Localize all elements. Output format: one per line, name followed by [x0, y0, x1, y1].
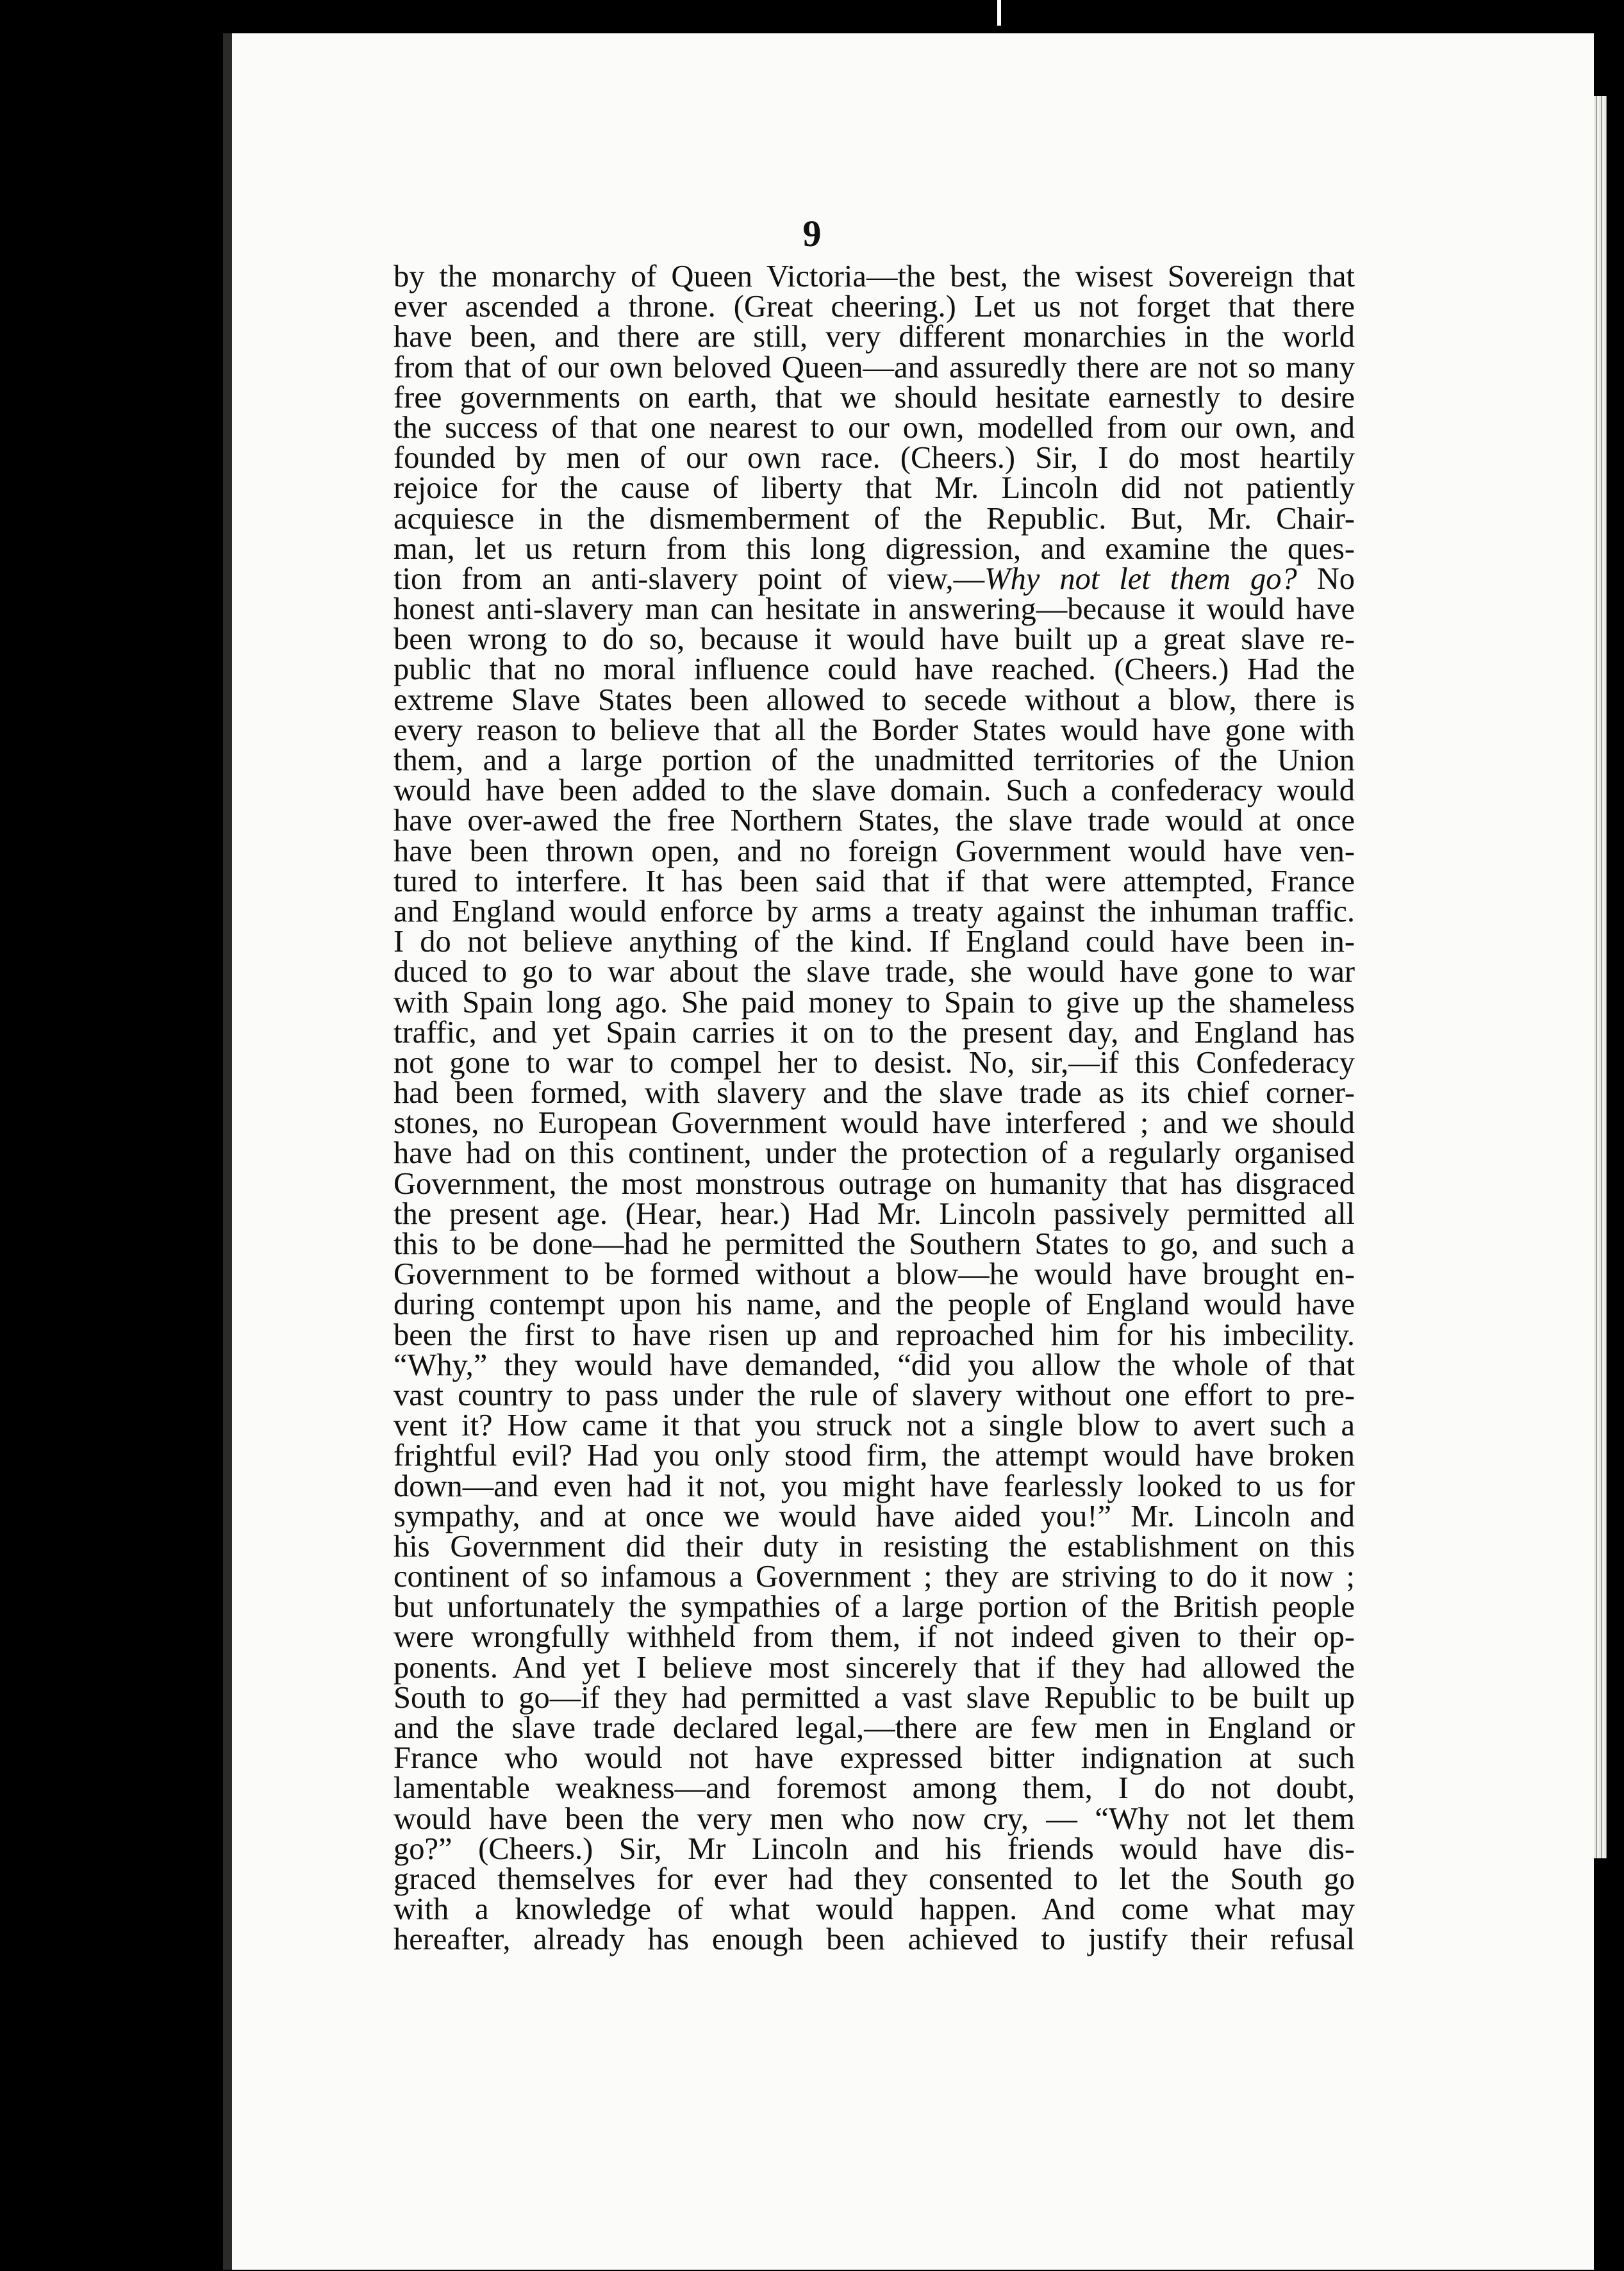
text-line: but unfortunately the sympathies of a large portion of the British people — [394, 1590, 1355, 1624]
body-text — [394, 261, 1355, 1955]
scan-mark — [997, 0, 1001, 26]
text-line: not gone to war to compel her to desist. No, sir,—if this Confederacy — [394, 1045, 1355, 1080]
text-line: with a knowledge of what would happen. And come what may — [394, 1892, 1355, 1927]
page-stack-edge — [1594, 96, 1607, 1858]
text-line: “Why,” they would have demanded, “did you allow the whole of that — [394, 1348, 1355, 1382]
text-line: have been thrown open, and no foreign Government would have ven- — [394, 834, 1355, 868]
text-line: have been, and there are still, very different monarchies in the world — [394, 320, 1355, 354]
text-line: France who would not have expressed bitter indignation at such — [394, 1741, 1355, 1776]
text-line: every reason to believe that all the Border States would have gone with — [394, 713, 1355, 747]
text-line: man, let us return from this long digression, and examine the ques- — [394, 531, 1355, 566]
text-line: extreme Slave States been allowed to secede without a blow, there is — [394, 682, 1355, 717]
text-line: duced to go to war about the slave trade, she would have gone to war — [394, 955, 1355, 989]
text-line: South to go—if they had permitted a vast slave Republic to be built up — [394, 1680, 1355, 1715]
text-line: have had on this continent, under the protection of a regularly organised — [394, 1136, 1355, 1171]
text-line: rejoice for the cause of liberty that Mr. Lincoln did not patiently — [394, 471, 1355, 506]
text-line: this to be done—had he permitted the Southern States to go, and such a — [394, 1227, 1355, 1261]
text-line: been the first to have risen up and reproached him for his imbecility. — [394, 1317, 1355, 1352]
text-line: vast country to pass under the rule of slavery without one effort to pre- — [394, 1378, 1355, 1412]
text-line: during contempt upon his name, and the people of England would have — [394, 1287, 1355, 1322]
text-line: vent it? How came it that you struck not a single blow to avert such a — [394, 1408, 1355, 1443]
text-line: Government, the most monstrous outrage on humanity that has disgraced — [394, 1166, 1355, 1201]
text-line: frightful evil? Had you only stood firm, the attempt would have broken — [394, 1439, 1355, 1473]
text-line: Government to be formed without a blow—he would have brought en- — [394, 1257, 1355, 1292]
text-line: from that of our own beloved Queen—and assuredly there are not so many — [394, 350, 1355, 384]
text-line: ever ascended a throne. (Great cheering.) Let us not forget that there — [394, 290, 1355, 324]
text-line: been wrong to do so, because it would have built up a great slave re- — [394, 622, 1355, 657]
text-line: free governments on earth, that we should hesitate earnestly to desire — [394, 380, 1355, 415]
text-line: ponents. And yet I believe most sincerely that if they had allowed the — [394, 1650, 1355, 1685]
text-line: the success of that one nearest to our own, modelled from our own, and — [394, 410, 1355, 445]
text-line: and England would enforce by arms a treaty against the inhuman traffic. — [394, 894, 1355, 929]
text-line: would have been added to the slave domain. Such a confederacy would — [394, 773, 1355, 808]
text-line: with Spain long ago. She paid money to Spain to give up the shameless — [394, 985, 1355, 1020]
page-number: 9 — [802, 213, 822, 254]
text-line: tured to interfere. It has been said that if that were attempted, France — [394, 864, 1355, 898]
text-line: stones, no European Government would have interfered ; and we should — [394, 1106, 1355, 1141]
text-line: were wrongfully withheld from them, if not indeed given to their op- — [394, 1620, 1355, 1655]
text-line: would have been the very men who now cry, — “Why not let them — [394, 1801, 1355, 1836]
text-line: tion from an anti-slavery point of view,—Why not let them go? No — [394, 561, 1355, 596]
page-left-edge — [223, 33, 232, 2270]
text-line: his Government did their duty in resisting the establishment on this — [394, 1529, 1355, 1564]
text-line: honest anti-slavery man can hesitate in answering—because it would have — [394, 592, 1355, 627]
text-line: acquiesce in the dismemberment of the Republic. But, Mr. Chair- — [394, 501, 1355, 536]
text-line: go?” (Cheers.) Sir, Mr Lincoln and his friends would have dis- — [394, 1831, 1355, 1866]
text-line: have over-awed the free Northern States, the slave trade would at once — [394, 804, 1355, 838]
text-line: graced themselves for ever had they consented to let the South go — [394, 1862, 1355, 1896]
text-line: sympathy, and at once we would have aided you!” Mr. Lincoln and — [394, 1499, 1355, 1533]
text-line: public that no moral influence could have reached. (Cheers.) Had the — [394, 652, 1355, 687]
text-line: I do not believe anything of the kind. If England could have been in- — [394, 925, 1355, 959]
text-line: by the monarchy of Queen Victoria—the best, the wisest Sovereign that — [394, 260, 1355, 293]
text-line: hereafter, already has enough been achieved to justify their refusal — [394, 1922, 1355, 1957]
text-line: continent of so infamous a Government ; they are striving to do it now ; — [394, 1560, 1355, 1594]
text-line: the present age. (Hear, hear.) Had Mr. Lincoln passively permitted all — [394, 1196, 1355, 1231]
italic-phrase: Why not let them go? — [984, 561, 1297, 596]
text-line: had been formed, with slavery and the slave trade as its chief corner- — [394, 1076, 1355, 1111]
text-line: down—and even had it not, you might have fearlessly looked to us for — [394, 1469, 1355, 1503]
text-line: founded by men of our own race. (Cheers.) Sir, I do most heartily — [394, 441, 1355, 475]
text-line: and the slave trade declared legal,—there are few men in England or — [394, 1711, 1355, 1745]
text-line: lamentable weakness—and foremost among them, I do not doubt, — [394, 1771, 1355, 1806]
text-line: them, and a large portion of the unadmitted territories of the Union — [394, 743, 1355, 777]
text-line: traffic, and yet Spain carries it on to the present day, and England has — [394, 1015, 1355, 1050]
